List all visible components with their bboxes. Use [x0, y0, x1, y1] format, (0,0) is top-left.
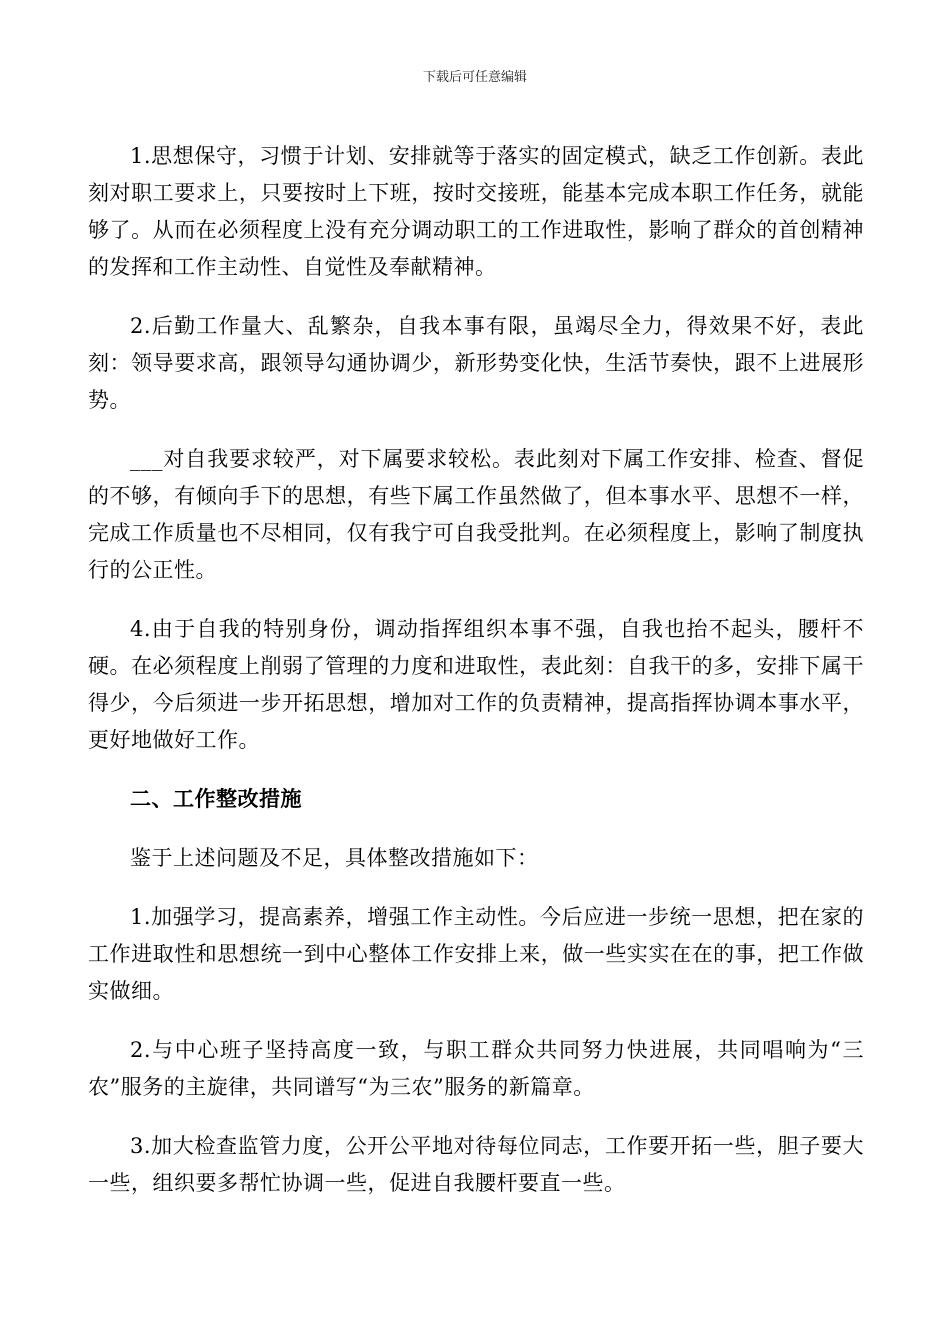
paragraph-measure-3: 3.加大检查监管力度，公开公平地对待每位同志，工作要开拓一些，胆子要大一些，组织要多帮忙协调一些，促进自我腰杆要直一些。	[88, 1134, 864, 1195]
paragraph-problem-4: 4.由于自我的特别身份，调动指挥组织本事不强，自我也抬不起头，腰杆不硬。在必须程度上削弱了管理的力度和进取性，表此刻：自我干的多，安排下属干得少，今后须进一步开拓思想，增加对工作的负责精神，提高指挥协调本事水平，更好地做好工作。	[88, 617, 864, 752]
paragraph-problem-2: 2.后勤工作量大、乱繁杂，自我本事有限，虽竭尽全力，得效果不好，表此刻：领导要求高，跟领导勾通协调少，新形势变化快，生活节奏快，跟不上进展形势。	[88, 314, 864, 412]
paragraph-measure-1: 1.加强学习，提高素养，增强工作主动性。今后应进一步统一思想，把在家的工作进取性和思想统一到中心整体工作安排上来，做一些实实在在的事，把工作做实做细。	[88, 905, 864, 1003]
section-heading: 二、工作整改措施	[130, 787, 302, 811]
paragraph-problem-3: ___对自我要求较严，对下属要求较松。表此刻对下属工作安排、检查、督促的不够，有倾向手下的思想，有些下属工作虽然做了，但本事水平、思想不一样，完成工作质量也不尽相同，仅有我宁可自我受批判。在必须程度上，影响了制度执行的公正性。	[88, 447, 864, 582]
paragraph-intro: 鉴于上述问题及不足，具体整改措施如下：	[130, 846, 539, 870]
paragraph-problem-1: 1.思想保守，习惯于计划、安排就等于落实的固定模式，缺乏工作创新。表此刻对职工要求上，只要按时上下班，按时交接班，能基本完成本职工作任务，就能够了。从而在必须程度上没有充分调动职工的工作进取性，影响了群众的首创精神的发挥和工作主动性、自觉性及奉献精神。	[88, 144, 864, 279]
page-header-note: 下载后可任意编辑	[422, 70, 527, 85]
paragraph-measure-2: 2.与中心班子坚持高度一致，与职工群众共同努力快进展，共同唱响为“三农”服务的主旋律，共同谱写“为三农”服务的新篇章。	[88, 1038, 864, 1099]
document-body	[88, 138, 864, 1224]
